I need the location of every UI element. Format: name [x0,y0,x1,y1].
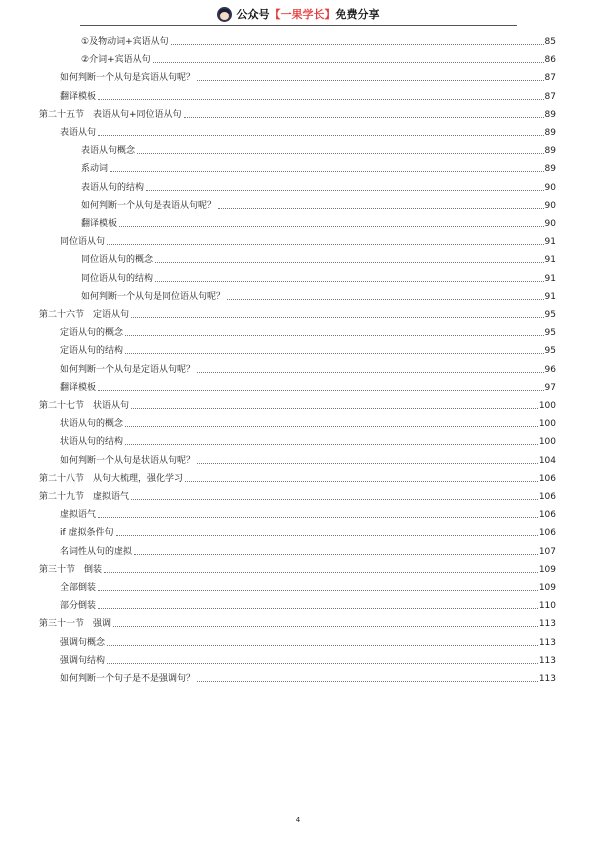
toc-entry-title: 表语从句概念 [81,146,136,157]
toc-entry-title: 第三十节 倒装 [39,564,103,575]
avatar-icon [217,7,232,22]
toc-entry-title: 强调句概念 [60,637,106,648]
toc-entry-page: 96 [544,364,556,375]
toc-entry-title: 第二十八节 从句大梳理，强化学习 [39,473,184,484]
toc-entry-title: 第二十七节 状语从句 [39,401,130,411]
toc-entry-page: 85 [544,37,556,47]
toc-entry-page: 109 [538,564,556,575]
toc-entry-title: 如何判断一个从句是状语从句呢？ [60,455,196,466]
dot-leader [125,426,538,427]
toc-entry-title: 状语从句的结构 [60,437,124,448]
toc-entry[interactable] [60,378,556,394]
toc-entry-page: 113 [538,637,556,648]
toc-entry-title: 部分倒装 [60,601,97,612]
toc-entry[interactable] [60,505,556,521]
dot-leader [137,153,544,154]
toc-entry-page: 91 [544,291,556,302]
toc-entry[interactable] [60,68,556,84]
toc-entry-page: 113 [538,674,556,684]
toc-entry[interactable] [39,305,556,321]
toc-entry-title: 如何判断一个句子是不是强调句？ [60,674,196,684]
dot-leader [116,535,538,536]
dot-leader [134,554,538,555]
toc-entry[interactable] [60,87,556,103]
toc-entry-page: 86 [544,55,556,66]
dot-leader [131,408,538,409]
dot-leader [153,62,544,63]
toc-entry[interactable] [60,123,556,139]
toc-entry-title: 第二十六节 定语从句 [39,310,130,320]
toc-entry-title: 虚拟语气 [60,510,97,521]
toc-entry[interactable] [60,651,556,667]
dot-leader [197,681,538,682]
dot-leader [125,353,544,354]
toc-entry-title: 强调句结构 [60,655,106,666]
toc-entry-page: 89 [544,146,556,157]
dot-leader [218,208,544,209]
toc-entry[interactable] [60,432,556,448]
dot-leader [98,590,538,591]
toc-entry[interactable] [81,178,556,194]
toc-entry-title: 如何判断一个从句是定语从句呢？ [60,364,196,375]
toc-entry[interactable] [39,614,556,630]
toc-entry[interactable] [60,542,556,558]
toc-entry[interactable] [60,323,556,339]
toc-entry-title: 同位语从句的结构 [81,273,154,284]
toc-entry-page: 95 [544,346,556,357]
toc-entry-page: 87 [544,73,556,84]
dot-leader [197,372,544,373]
dot-leader [146,190,544,191]
toc-entry-page: 107 [538,546,556,557]
toc-entry[interactable] [60,451,556,467]
page-number: 4 [295,816,301,824]
toc-entry-page: 89 [544,128,556,138]
toc-entry-title: 名词性从句的虚拟 [60,546,133,557]
toc-entry-title: if 虚拟条件句 [60,528,114,539]
dot-leader [98,517,538,518]
page-header [0,4,596,24]
dot-leader [104,572,538,573]
toc-entry-title: 定语从句的概念 [60,328,124,339]
toc-entry-title: 翻译模板 [60,382,97,393]
toc-entry[interactable] [81,32,556,48]
toc-entry[interactable] [60,341,556,357]
toc-entry[interactable] [39,560,556,576]
toc-entry[interactable] [60,578,556,594]
toc-entry[interactable] [39,469,556,485]
toc-entry-title: 第二十五节 表语从句+同位语从句 [39,109,182,120]
dot-leader [98,608,538,609]
dot-leader [107,244,544,245]
dot-leader [125,335,544,336]
dot-leader [197,463,538,464]
toc-entry[interactable] [39,396,556,412]
toc-entry[interactable] [60,232,556,248]
dot-leader [184,117,544,118]
toc-entry-title: 第三十一节 强调 [39,619,112,630]
toc-entry-page: 100 [538,437,556,448]
toc-entry-title: 全部倒装 [60,583,97,593]
toc-entry[interactable] [60,633,556,649]
dot-leader [155,281,544,282]
dot-leader [131,317,544,318]
toc-entry[interactable] [81,50,556,66]
toc-entry-title: 同位语从句 [60,237,106,248]
toc-entry-title: 如何判断一个从句是宾语从句呢？ [60,73,196,84]
dot-leader [155,262,544,263]
dot-leader [113,626,538,627]
header-divider [80,25,517,26]
toc-entry-page: 91 [544,273,556,284]
toc-entry-title: 系动词 [81,164,109,175]
toc-entry-page: 113 [538,619,556,630]
toc-entry-page: 113 [538,655,556,666]
toc-entry-page: 87 [544,91,556,102]
toc-entry-page: 89 [544,109,556,120]
header-title: 公众号【一果学长】免费分享 [236,8,380,21]
toc-entry-page: 90 [544,219,556,229]
toc-entry-page: 95 [544,310,556,320]
toc-entry[interactable] [81,250,556,266]
dot-leader [227,299,544,300]
toc-entry-title: 翻译模板 [81,219,118,229]
toc-entry[interactable] [39,487,556,503]
toc-entry-page: 109 [538,583,556,593]
toc-entry[interactable] [60,414,556,430]
toc-entry-page: 110 [538,601,556,612]
toc-entry-title: 同位语从句的概念 [81,255,154,266]
toc-entry[interactable] [39,105,556,121]
toc-entry[interactable] [60,523,556,539]
toc-entry[interactable] [81,214,556,230]
toc-entry-page: 106 [538,473,556,484]
dot-leader [107,663,538,664]
dot-leader [131,499,538,500]
dot-leader [119,226,544,227]
dot-leader [125,444,538,445]
toc-entry[interactable] [60,360,556,376]
toc-entry-title: 如何判断一个从句是同位语从句呢？ [81,291,226,302]
toc-entry-title: 定语从句的结构 [60,346,124,357]
toc-entry-page: 91 [544,255,556,266]
toc-entry-page: 89 [544,164,556,175]
toc-entry-page: 106 [538,510,556,521]
toc-entry[interactable] [81,196,556,212]
dot-leader [98,135,544,136]
toc-entry-title: 如何判断一个从句是表语从句呢？ [81,200,217,211]
dot-leader [197,80,544,81]
dot-leader [110,171,544,172]
toc-entry[interactable] [60,596,556,612]
toc-entry-page: 100 [538,401,556,411]
toc-entry-page: 100 [538,419,556,430]
toc-entry-page: 104 [538,455,556,466]
toc-entry-page: 95 [544,328,556,339]
toc-entry-title: 表语从句 [60,128,97,138]
dot-leader [98,99,544,100]
toc-entry[interactable] [81,287,556,303]
toc-entry[interactable] [81,159,556,175]
toc-entry-title: ①及物动词+宾语从句 [81,37,169,47]
toc-entry[interactable] [81,141,556,157]
toc-entry-title: 状语从句的概念 [60,419,124,430]
dot-leader [185,481,538,482]
toc-entry-title: ②介词+宾语从句 [81,55,151,66]
toc-entry-page: 90 [544,182,556,193]
toc-entry-title: 表语从句的结构 [81,182,145,193]
toc-entry-page: 106 [538,492,556,502]
toc-entry-page: 106 [538,528,556,539]
toc-entry-title: 翻译模板 [60,91,97,102]
dot-leader [171,44,544,45]
dot-leader [98,390,544,391]
dot-leader [107,645,538,646]
toc-entry[interactable] [81,269,556,285]
toc-entry-page: 90 [544,200,556,211]
toc-entry-title: 第二十九节 虚拟语气 [39,492,130,502]
toc-entry[interactable] [60,669,556,685]
toc-entry-page: 97 [544,382,556,393]
toc-entry-page: 91 [544,237,556,248]
